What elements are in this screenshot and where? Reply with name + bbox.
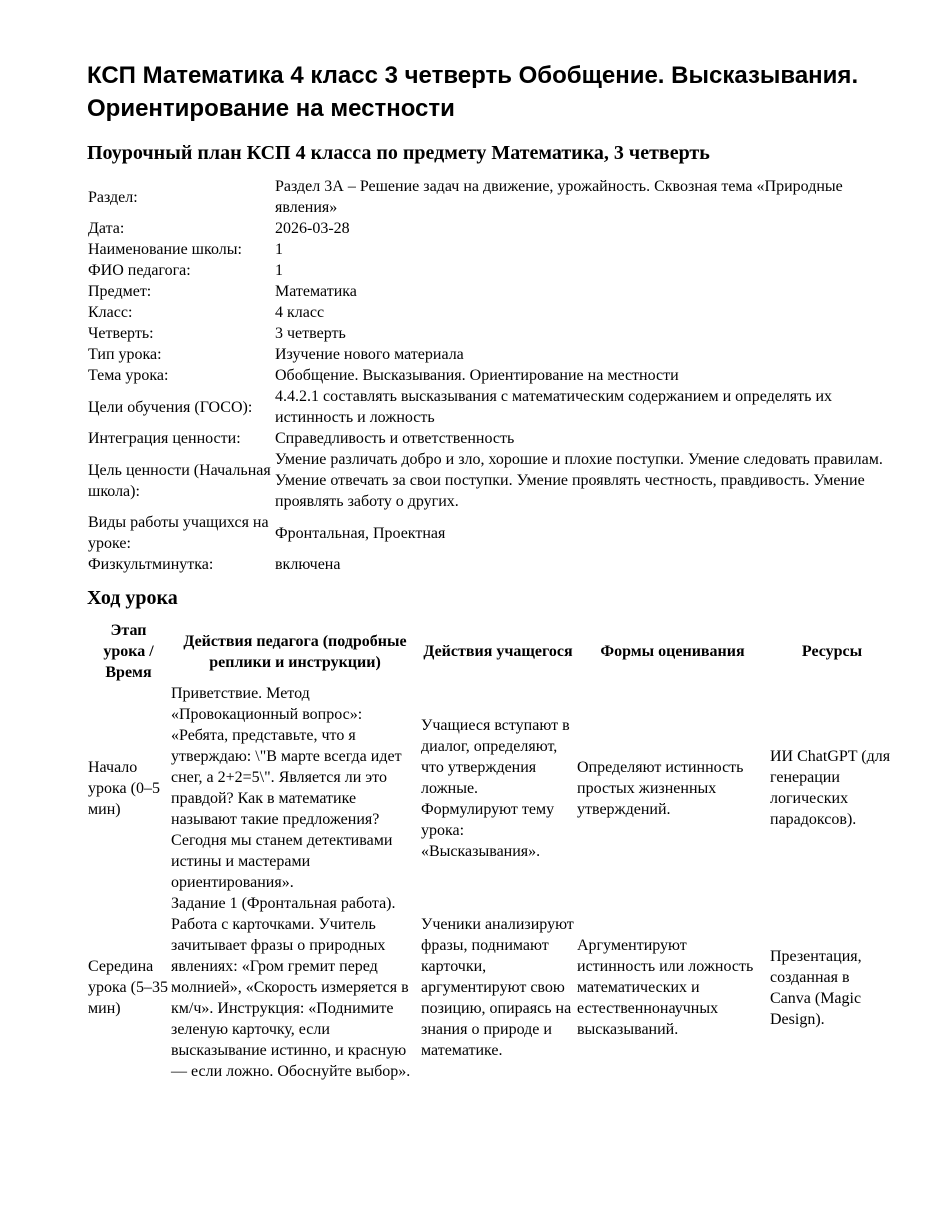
- header-stage: Этап урока / Время: [103, 622, 154, 681]
- table-header-row: [87, 620, 895, 683]
- info-key: Тема урока:: [88, 367, 169, 384]
- info-row: [87, 176, 895, 218]
- info-row: [87, 428, 895, 449]
- info-key: Класс:: [88, 304, 133, 321]
- info-row: [87, 323, 895, 344]
- document-title: КСП Математика 4 класс 3 четверть Обобщение. Высказывания. Ориентирование на местности: [87, 62, 859, 122]
- lesson-flow-title: Ход урока: [87, 587, 178, 609]
- info-key: Предмет:: [88, 283, 152, 300]
- info-value: Раздел 3А – Решение задач на движение, урожайность. Сквозная тема «Природные явления»: [275, 178, 843, 216]
- header-student-actions: Действия учащегося: [423, 643, 573, 660]
- header-teacher-actions: Действия педагога (подробные реплики и инструкции): [183, 632, 407, 671]
- info-key: Четверть:: [88, 325, 154, 342]
- info-row: [87, 281, 895, 302]
- cell-resources: ИИ ChatGPT (для генерации логических парадоксов).: [770, 748, 891, 828]
- cell-teacher-actions: Задание 1 (Фронтальная работа). Работа с карточками. Учитель зачитывает фразы о природных явлениях: «Гром гремит перед молнией», «Скорость измеряется в км/ч». Инструкция: «Поднимите зеленую карточку, если высказывание истинно, и красную — если ложно. Обоснуйте выбор».: [171, 895, 411, 1080]
- info-value: Справедливость и ответственность: [275, 430, 515, 447]
- info-row: [87, 512, 895, 554]
- info-value: Математика: [275, 283, 357, 300]
- info-key: ФИО педагога:: [88, 262, 191, 279]
- cell-assessment: Аргументируют истинность или ложность математических и естественнонаучных высказываний.: [577, 937, 754, 1038]
- table-row: [87, 683, 895, 893]
- info-value: 4 класс: [275, 304, 325, 321]
- cell-stage: Середина урока (5–35 мин): [88, 958, 168, 1017]
- cell-student-actions: Учащиеся вступают в диалог, определяют, что утверждения ложные. Формулируют тему урока: «Высказывания».: [421, 716, 570, 860]
- info-value: включена: [275, 556, 341, 573]
- info-row: [87, 302, 895, 323]
- info-value: Фронтальная, Проектная: [275, 524, 446, 542]
- info-row: [87, 386, 895, 428]
- info-key: Виды работы учащихся на уроке:: [88, 514, 269, 552]
- info-value: Умение различать добро и зло, хорошие и плохие поступки. Умение следовать правилам. Умение отвечать за свои поступки. Умение проявлять честность, правдивость. Умение проявлять заботу о других.: [275, 451, 883, 510]
- cell-resources: Презентация, созданная в Canva (Magic Design).: [770, 947, 862, 1028]
- info-value: 2026-03-28: [275, 220, 350, 237]
- info-value: 4.4.2.1 составлять высказывания с математическим содержанием и определять их истинность и ложность: [275, 388, 833, 426]
- info-row: [87, 344, 895, 365]
- lesson-info-table: [87, 176, 895, 575]
- info-row: [87, 554, 895, 575]
- plan-title: Поурочный план КСП 4 класса по предмету Математика, 3 четверть: [87, 142, 710, 164]
- info-value: 1: [275, 241, 283, 258]
- info-value: Обобщение. Высказывания. Ориентирование на местности: [275, 367, 679, 384]
- cell-student-actions: Ученики анализируют фразы, поднимают карточки, аргументируют свою позицию, опираясь на знания о природе и математике.: [421, 916, 574, 1059]
- info-key: Интеграция ценности:: [88, 430, 241, 447]
- info-value: 1: [275, 262, 283, 279]
- info-key: Цели обучения (ГОСО):: [88, 398, 253, 416]
- header-assessment: Формы оценивания: [600, 643, 745, 660]
- cell-stage: Начало урока (0–5 мин): [88, 758, 160, 818]
- info-row: [87, 449, 895, 512]
- info-value: 3 четверть: [275, 325, 346, 342]
- info-key: Цель ценности (Начальная школа):: [88, 461, 271, 500]
- info-row: [87, 260, 895, 281]
- info-value: Изучение нового материала: [275, 346, 464, 363]
- table-row: [87, 893, 895, 1082]
- cell-assessment: Определяют истинность простых жизненных утверждений.: [577, 758, 744, 818]
- info-row: [87, 365, 895, 386]
- info-row: [87, 218, 895, 239]
- info-key: Физкультминутка:: [88, 556, 214, 573]
- lesson-steps-table: [87, 620, 895, 1082]
- info-key: Наименование школы:: [88, 241, 242, 258]
- info-key: Раздел:: [88, 188, 138, 206]
- info-key: Дата:: [88, 220, 125, 237]
- info-row: [87, 239, 895, 260]
- header-resources: Ресурсы: [801, 643, 863, 660]
- cell-teacher-actions: Приветствие. Метод «Провокационный вопрос»: «Ребята, представьте, что я утверждаю: \"В марте всегда идет снег, а 2+2=5\". Является ли это правдой? Как в математике называют такие предложения? Сегодня мы станем детективами истины и мастерами ориентирования».: [171, 685, 402, 891]
- info-key: Тип урока:: [88, 346, 162, 363]
